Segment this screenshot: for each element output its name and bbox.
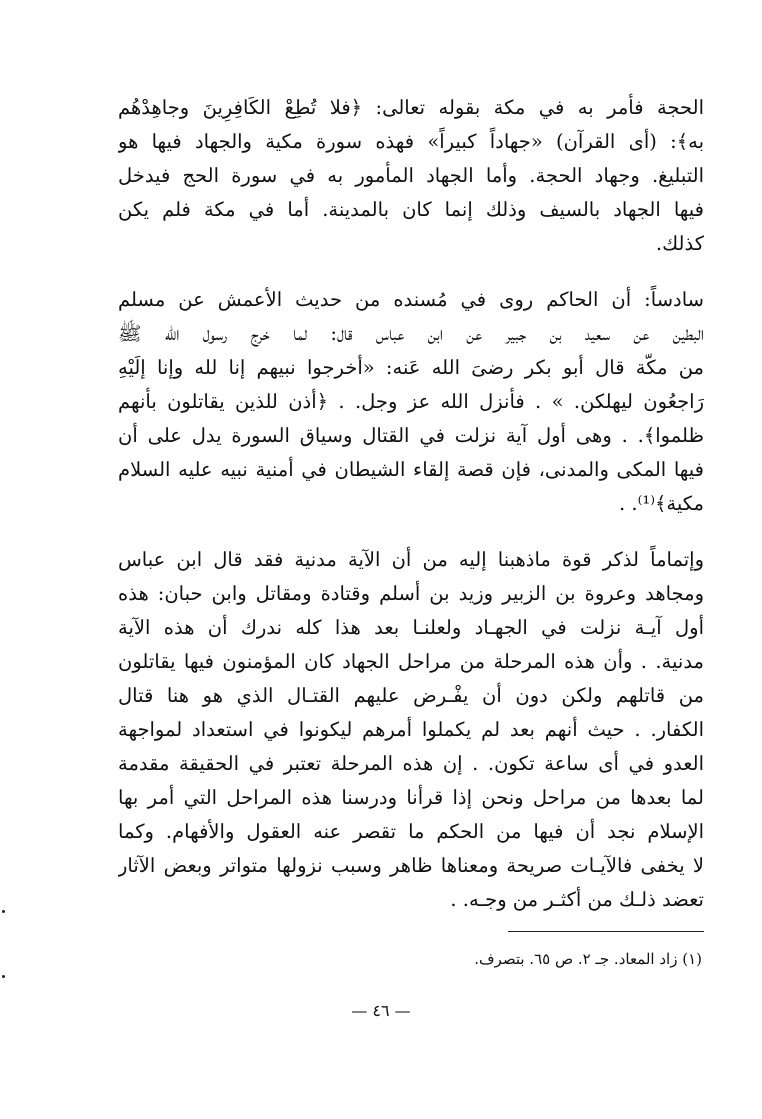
paragraph-1-line-3: التبليغ. وجهاد الحجة. وأما الجهاد المأمور به في سورة الحج فيدخل xyxy=(118,164,704,187)
paragraph-3-line-1: وإتماماً لذكر قوة ماذهبنا إليه من أن الآية مدنية فقد قال ابن عباس xyxy=(118,548,704,571)
footnote: (١) زاد المعاد. جـ ٢. ص ٦٥. بتصرف. xyxy=(474,950,702,968)
paragraph-2-line-3: من مكّة قال أبو بكر رضىَ الله عَنه: «أخرجوا نبيهم إنا لله وإنا إلَيْهِ xyxy=(118,356,704,379)
paragraph-3-line-10: لا يخفى فالآيـات صريحة ومعناها ظاهر وسبب نزولها متواتر وبعض الآثار xyxy=(118,854,704,877)
paragraph-3-line-11: تعضد ذلـك من أكثـر من وجـه. . xyxy=(450,888,704,911)
paragraph-2-line-5: ظلموا﴾. . وهى أول آية نزلت في القتال وسياق السورة يدل على أن xyxy=(118,424,704,447)
paragraph-2-line-2: البطين عن سعيد بن جبير عن ابن عباس قال: لما خرج رسول الله ﷺ xyxy=(118,322,704,345)
paragraph-1-line-1: الحجة فأمر به في مكة بقوله تعالى: ﴿فلا تُطِعْ الكَافِرِينَ وجاهِدْهُم xyxy=(118,96,704,119)
paragraph-2-line-1: سادساً: أن الحاكم روى في مُسنده من حديث الأعمش عن مسلم xyxy=(118,288,704,311)
paragraph-3-line-7: العدو في أى ساعة تكون. . إن هذه المرحلة تعتبر في الحقيقة مقدمة xyxy=(118,752,704,775)
paragraph-3-line-6: الكفار. . حيث أنهم بعد لم يكملوا أمرهم ليكونوا في استعداد لمواجهة xyxy=(118,718,704,741)
paragraph-1-line-5: كذلك. xyxy=(655,232,704,255)
paragraph-2-line-6: فيها المكى والمدنى، فإن قصة إلقاء الشيطان في أمنية نبيه عليه السلام xyxy=(118,458,704,481)
paragraph-1-line-2: به﴾: (أى القرآن) «جهاداً كبيراً» فهذه سورة مكية والجهاد فيها هو xyxy=(118,130,704,153)
paragraph-2-line-4: رَاجعُون ليهلكن. » . فأنزل الله عز وجل. . ﴿أذن للذين يقاتلون بأنهم xyxy=(118,390,704,413)
scan-mark xyxy=(2,975,5,978)
paragraph-2-line-7: مكية﴾⁽¹⁾. . xyxy=(619,492,704,515)
scan-mark xyxy=(2,910,5,913)
paragraph-1-line-4: فيها الجهاد بالسيف وذلك إنما كان بالمدينة. أما في مكة فلم يكن xyxy=(118,198,704,221)
paragraph-3-line-2: ومجاهد وعروة بن الزبير وزيد بن أسلم وقتادة ومقاتل وابن حبان: هذه xyxy=(118,582,704,605)
footnote-divider xyxy=(508,931,704,932)
paragraph-3-line-8: لما بعدها من مراحل ونحن إذا قرأنا ودرسنا هذه المراحل التي أمر بها xyxy=(118,786,704,809)
paragraph-3-line-9: الإسلام نجد أن فيها من الحكم ما تقصر عنه العقول والأفهام. وكما xyxy=(118,820,704,843)
paragraph-3-line-4: مدنية. . وأن هذه المرحلة من مراحل الجهاد كان المؤمنون فيها يقاتلون xyxy=(118,650,704,673)
paragraph-3-line-5: من قاتلهم ولكن دون أن يفْـرض عليهم القتـال الذي هو هنا قتال xyxy=(118,684,704,707)
paragraph-3-line-3: أول آيـة نزلت في الجهـاد ولعلنـا بعد هذا كله ندرك أن هذه الآية xyxy=(118,616,704,639)
page-number: — ٤٦ — xyxy=(351,1001,411,1020)
